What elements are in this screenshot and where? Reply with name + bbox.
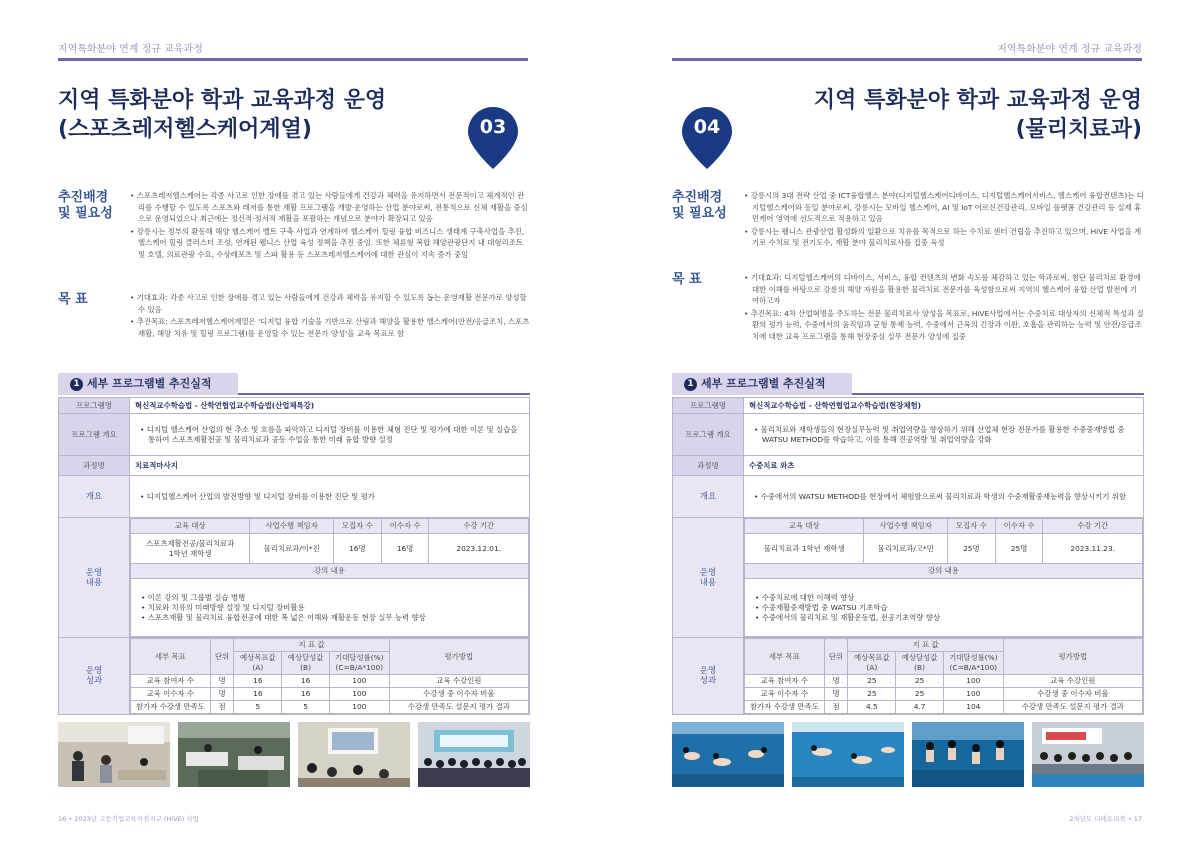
res-cell: 5 <box>282 701 330 714</box>
course-name: 치료적마사지 <box>130 456 530 476</box>
res-header: 예상목표값 (A) <box>848 652 896 675</box>
right-page <box>600 0 1200 849</box>
result-table <box>130 638 529 714</box>
res-cell: 명 <box>210 688 234 701</box>
res-cell: 참가자 수강생 만족도 <box>745 701 825 714</box>
res-cell: 교육 참여자 수 <box>745 675 825 688</box>
res-header: 단위 <box>824 639 848 675</box>
op-header: 이수자 수 <box>381 519 429 534</box>
page-footer: 2차년도 디테토리북 • 17 <box>1069 815 1142 823</box>
course-label: 과정명 <box>673 456 744 476</box>
title-line-1: 지역 특화분야 학과 교육과정 운영 <box>813 88 1142 113</box>
op-header: 수강 기간 <box>1043 519 1143 534</box>
intro-text: • 수중에서의 WATSU METHOD를 현장에서 체험함으로써 물리치료과 학생의 수중재활중재능력을 향상시키기 위함 <box>754 492 1138 502</box>
op-header: 이수자 수 <box>995 519 1043 534</box>
title-line-1: 지역 특화분야 학과 교육과정 운영 <box>58 88 387 113</box>
res-header: 기대달성률(%) (C=B/A*100) <box>329 652 389 675</box>
res-header: 세부 목표 <box>745 639 825 675</box>
page-title <box>58 86 386 144</box>
lecture-item: • 이론 강의 및 그룹별 실습 병행 <box>141 593 526 603</box>
background-text <box>130 190 530 262</box>
res-cell: 16 <box>234 688 282 701</box>
op-cell: 2023.11.23. <box>1043 534 1143 564</box>
course-name: 수중치료 와츠 <box>744 456 1144 476</box>
res-cell: 100 <box>329 701 389 714</box>
photo-pool-1 <box>672 722 784 787</box>
res-header: 평가방법 <box>389 639 528 675</box>
background-item: • 강릉시의 3대 전략 산업 중 ICT융합헬스 분야(디지털헬스케어디바이스, 디지털헬스케어서비스, 헬스케어 융합컨텐츠)는 디지털헬스케어와 동일 분야로써, 강릉시는 모바일 헬스케어, AI 및 IoT 어르신건강관리, 모바일 플랫폼 건강관리 등 실제 휴먼케어 영역에 선도적으로 적용하고 있음 <box>744 190 1144 225</box>
section-badge-pin <box>468 107 518 169</box>
res-cell: 수강생 중 이수자 비율 <box>389 688 528 701</box>
tab-label: 세부 프로그램별 추진실적 <box>701 377 826 390</box>
res-cell: 100 <box>943 688 1003 701</box>
res-cell: 참가자 수강생 만족도 <box>131 701 211 714</box>
res-cell: 25 <box>848 675 896 688</box>
result-label: 운영 성과 <box>59 638 130 715</box>
tab-label: 세부 프로그램별 추진실적 <box>87 377 212 390</box>
res-header: 지 표 값 <box>234 639 389 652</box>
res-cell: 25 <box>896 675 944 688</box>
course-label: 과정명 <box>59 456 130 476</box>
intro-label: 개요 <box>673 476 744 518</box>
res-cell: 교육 이수자 수 <box>745 688 825 701</box>
res-cell: 25 <box>896 688 944 701</box>
lecture-item: • 스포츠재활 및 물리치료 융합전공에 대한 폭 넓은 이해와 재활운동 현장 실무 능력 향상 <box>141 613 526 623</box>
tab-number: 1 <box>684 378 697 391</box>
section-badge-pin <box>682 107 732 169</box>
res-cell: 16 <box>282 675 330 688</box>
res-cell: 16 <box>234 675 282 688</box>
res-cell: 수강생 만족도 설문지 평가 결과 <box>389 701 528 714</box>
section-number: 03 <box>479 116 507 138</box>
op-cell: 스포츠재활전공/물리치료과 1학년 재학생 <box>131 534 250 564</box>
overview-label: 프로그램 개요 <box>673 414 744 456</box>
overview-label: 프로그램 개요 <box>59 414 130 456</box>
program-name: 혁신적교수학습법 - 산학연협업교수학습법(산업체특강) <box>130 398 530 414</box>
page-footer: 16 • 2023년 고등직업교육거점지구 (HiVE) 사업 <box>58 815 199 823</box>
res-header: 기대달성률(%) (C=B/A*100) <box>943 652 1003 675</box>
op-header: 사업수행 책임자 <box>250 519 334 534</box>
operation-label: 운영 내용 <box>673 518 744 638</box>
program-table <box>672 397 1144 715</box>
op-cell: 25명 <box>995 534 1043 564</box>
res-cell: 수강생 중 이수자 비율 <box>1003 688 1142 701</box>
background-item: • 스포츠레저헬스케어는 각종 사고로 인한 장애를 겪고 있는 사람들에게 건강과 체력을 유지하면서 전문적이고 체계적인 관리를 수행할 수 있도록 스포츠와 레저를 통한 재활 프로그램을 개발·운영하는 산업 분야로써, 전통적으로 신체 재활을 중심으로 운영되었으나 최근에는 정신적·정서적 재활을 포괄하는 개념으로 분야가 확장되고 있음 <box>130 190 530 225</box>
op-header: 교육 대상 <box>745 519 864 534</box>
overview-text: • 디지털 헬스케어 산업의 현 추소 및 흐름을 파악하고 디지털 장비를 이용한 체형 진단 및 평가에 대한 이론 및 실습을 통하여 스포츠재활전공 및 물리치료과 공동 수업을 통한 미래 융합 방향 설정 <box>140 425 524 445</box>
res-cell: 수강생 만족도 설문지 평가 결과 <box>1003 701 1142 714</box>
res-cell: 명 <box>824 675 848 688</box>
background-text <box>744 190 1144 250</box>
op-header: 모집자 수 <box>947 519 995 534</box>
program-name: 혁신적교수학습법 - 산학연협업교수학습법(현장체험) <box>744 398 1144 414</box>
intro-text: • 디지털헬스케어 산업의 발전방향 및 디지털 장비를 이용한 진단 및 평가 <box>140 492 524 502</box>
goal-item: • 기대효과: 각종 사고로 인한 장애를 겪고 있는 사람들에게 건강과 체력을 유지할 수 있도록 돕는 운영재활 전문가로 양성할 수 있음 <box>130 292 530 315</box>
res-cell: 100 <box>329 688 389 701</box>
goal-heading: 목 표 <box>672 272 702 287</box>
res-cell: 100 <box>329 675 389 688</box>
section-number: 04 <box>693 116 721 138</box>
photo-pool-group <box>1032 722 1144 787</box>
op-cell: 물리치료과/고*민 <box>864 534 948 564</box>
op-cell: 물리치료과/이*진 <box>250 534 334 564</box>
res-cell: 교육 참여자 수 <box>131 675 211 688</box>
goal-item: • 추진목표: 스포츠레저헬스케어계열은 '디지털 융합 기술을 기반으로 산림과 해양을 활용한 헬스케어(안전/응급조치, 스포츠재활, 해양 치유 및 힐링 프로그램)를 운영할 수 있는 전문가 양성'을 교육 목표로 함 <box>130 316 530 339</box>
header-label: 지역특화분야 연계 정규 교육과정 <box>58 44 203 55</box>
goal-item: • 기대효과: 디지털헬스케어의 디바이스, 서비스, 융합 컨텐츠의 변화 속도를 체감하고 있는 학과로써, 첨단 물리치료 환경에 대한 이해를 바탕으로 강릉의 해양 자원을 활용한 물리치료 전문가를 육성함으로써 지역의 헬스케어 융합 산업 발전에 기여하고자 <box>744 272 1144 307</box>
goal-item: • 추진목표: 4차 산업혁명을 주도하는 전문 물리치료사 양성을 목표로, HiVE사업에서는 수중치료 대상자의 신체적 특성과 질환의 평가 능력, 수중에서의 움직임과 균형 통제 능력, 수중에서 근육의 긴장과 이완, 호흡을 관리하는 능력 및 안전/응급조치에 대한 교육 프로그램을 통해 현장중심 실무 전문가 양성에 집중 <box>744 308 1144 343</box>
res-cell: 점 <box>210 701 234 714</box>
lecture-item: • 치료와 치유의 미래방향 설정 및 디지털 장비활용 <box>141 603 526 613</box>
program-table <box>58 397 530 715</box>
program-label: 프로그램명 <box>59 398 130 414</box>
res-cell: 25 <box>848 688 896 701</box>
program-label: 프로그램명 <box>673 398 744 414</box>
page-title <box>814 86 1142 144</box>
header-rule <box>672 58 1142 61</box>
section-tab <box>672 373 852 395</box>
op-header: 수강 기간 <box>429 519 529 534</box>
res-cell: 100 <box>943 675 1003 688</box>
goal-text <box>130 292 530 340</box>
res-cell: 교육 이수자 수 <box>131 688 211 701</box>
op-header: 모집자 수 <box>333 519 381 534</box>
res-cell: 교육 수강인원 <box>1003 675 1142 688</box>
goal-text <box>744 272 1144 344</box>
tab-number: 1 <box>70 378 83 391</box>
photo-classroom-1 <box>58 722 170 787</box>
res-cell: 4.5 <box>848 701 896 714</box>
result-label: 운영 성과 <box>673 638 744 715</box>
operation-table <box>130 518 529 637</box>
op-cell: 25명 <box>947 534 995 564</box>
operation-label: 운영 내용 <box>59 518 130 638</box>
lecture-item: • 수중재활중재방법 중 WATSU 기초학습 <box>755 603 1140 613</box>
res-header: 예상달성값 (B) <box>896 652 944 675</box>
background-heading: 추진배경 및 필요성 <box>58 190 113 221</box>
operation-table <box>744 518 1143 637</box>
title-line-2: (스포츠레저헬스케어계열) <box>58 117 312 142</box>
op-cell: 2023.12.01. <box>429 534 529 564</box>
background-item: • 강릉시는 웰니스 관광산업 활성화의 일환으로 치유를 목적으로 하는 수치료 센터 건립을 추진하고 있으며, HiVE 사업을 계기로 수치료 및 전기도수, 재활 분야 물리치료사를 집중 육성 <box>744 226 1144 249</box>
res-cell: 점 <box>824 701 848 714</box>
res-cell: 교육 수강인원 <box>389 675 528 688</box>
res-header: 세부 목표 <box>131 639 211 675</box>
lecture-header: 강의 내용 <box>131 564 529 579</box>
background-item: • 강릉시는 정부의 환동해 해양 헬스케어 벨트 구축 사업과 연계하여 헬스케어 힐링 융합 비즈니스 생태계 구축사업을 추진, 헬스케어 힐링 클러스터 조성, 연계된 웰니스 산업 육성 정책을 추진 중임. 또한 체류형 복합 해양관광단지 내 대형리조트 및 호텔, 의료관광 수요, 수상레포츠 및 스파 활용 등 스포츠레저헬스케어에 대한 관심이 지속 증가 중임 <box>130 226 530 261</box>
photo-strip <box>672 722 1144 787</box>
section-tab <box>58 373 238 395</box>
res-cell: 4.7 <box>896 701 944 714</box>
lecture-item: • 수중치료에 대한 이해력 향상 <box>755 593 1140 603</box>
op-header: 사업수행 책임자 <box>864 519 948 534</box>
lecture-item: • 수중에서의 물리치료 및 재활운동법, 전공기초역량 향상 <box>755 613 1140 623</box>
op-cell: 16명 <box>381 534 429 564</box>
op-cell: 물리치료과 1학년 재학생 <box>745 534 864 564</box>
op-header: 교육 대상 <box>131 519 250 534</box>
overview-text: • 물리치료와 재학생들의 현장실무능력 및 취업역량을 향상하기 위해 산업체 현장 전문가를 활용한 수중중재방법 중 WATSU METHOD를 학습하고, 이를 통해 진공역량 및 취업역량을 강화 <box>754 425 1138 445</box>
res-header: 예상달성값 (B) <box>282 652 330 675</box>
res-header: 예상목표값 (A) <box>234 652 282 675</box>
photo-pool-2 <box>792 722 904 787</box>
intro-label: 개요 <box>59 476 130 518</box>
op-cell: 16명 <box>333 534 381 564</box>
photo-strip <box>58 722 530 787</box>
lecture-header: 강의 내용 <box>745 564 1143 579</box>
photo-pool-3 <box>912 722 1024 787</box>
res-header: 단위 <box>210 639 234 675</box>
res-header: 지 표 값 <box>848 639 1003 652</box>
photo-group-banner <box>418 722 530 787</box>
title-line-2: (물리치료과) <box>1015 117 1142 142</box>
res-cell: 5 <box>234 701 282 714</box>
goal-heading: 목 표 <box>58 292 88 307</box>
photo-lecture-hall <box>298 722 410 787</box>
res-cell: 104 <box>943 701 1003 714</box>
photo-practice-beds <box>178 722 290 787</box>
res-cell: 명 <box>824 688 848 701</box>
background-heading: 추진배경 및 필요성 <box>672 190 727 221</box>
res-header: 평가방법 <box>1003 639 1142 675</box>
result-table <box>744 638 1143 714</box>
header-rule <box>58 58 528 61</box>
res-cell: 16 <box>282 688 330 701</box>
header-label: 지역특화분야 연계 정규 교육과정 <box>997 44 1142 55</box>
res-cell: 명 <box>210 675 234 688</box>
